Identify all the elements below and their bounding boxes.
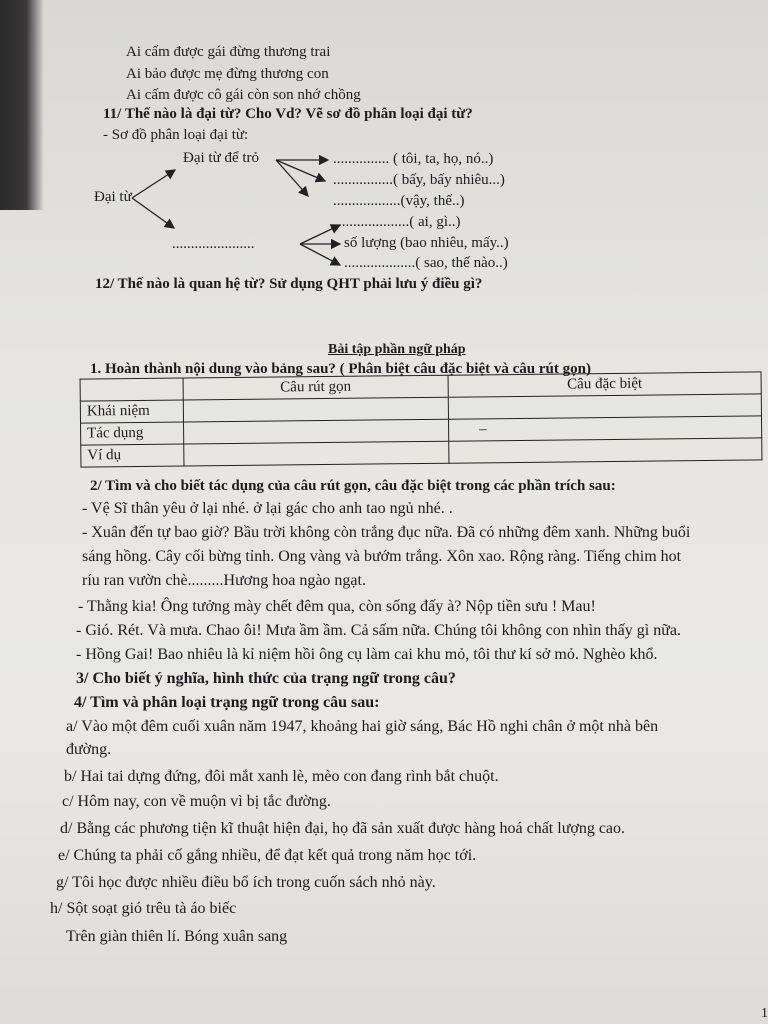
diagram-branch-2-blank: ......................	[172, 236, 255, 252]
table-cell	[183, 397, 448, 422]
diagram-b2-item1: ...................( ai, gì..)	[338, 214, 461, 230]
exercise-task-2: 2/ Tìm và cho biết tác dụng của câu rút gọn, câu đặc biệt trong các phần trích sau:	[90, 478, 616, 494]
exercise-title: Bài tập phần ngữ pháp	[328, 342, 466, 357]
task-4-item: a/ Vào một đêm cuối xuân năm 1947, khoảng hai giờ sáng, Bác Hồ nghi chân ở một nhà bên	[66, 718, 659, 735]
table-header-col1: Câu rút gọn	[183, 375, 448, 400]
comparison-table	[80, 371, 763, 467]
poem-line-1: Ai cấm được gái đừng thương trai	[126, 44, 331, 60]
exercise-task-1: 1. Hoàn thành nội dung vào bảng sau? ( Phân biệt câu đặc biệt và câu rút gọn)	[90, 361, 591, 377]
task-2-item: - Gió. Rét. Và mưa. Chao ôi! Mưa ầm ầm. Cả sấm nữa. Chúng tôi không con nhìn thấy gì nữa.	[76, 622, 681, 639]
question-11-subheading: - Sơ đồ phân loại đại từ:	[103, 127, 249, 143]
task-2-item: - Xuân đến tự bao giờ? Bầu trời không còn trắng đục nữa. Đã có những đêm xanh. Những buổi	[82, 524, 691, 541]
question-12-heading: 12/ Thế nào là quan hệ từ? Sử dụng QHT phải lưu ý điều gì?	[95, 276, 483, 292]
diagram-arrow-b2-item1	[300, 225, 340, 244]
task-4-item: b/ Hai tai dựng đứng, đôi mắt xanh lè, mèo con đang rình bắt chuột.	[64, 768, 499, 785]
task-4-item: c/ Hôm nay, con về muộn vì bị tắc đường.	[62, 793, 331, 810]
task-2-item: - Thằng kia! Ông tưởng mày chết đêm qua, còn sống đấy à? Nộp tiền sưu ! Mau!	[78, 598, 596, 615]
task-2-item: sáng hồng. Cây cối bừng tỉnh. Ong vàng và bướm trắng. Xôn xao. Rộng ràng. Tiếng chim hot	[82, 548, 682, 565]
diagram-b1-item2: ................( bấy, bấy nhiêu...)	[333, 172, 505, 188]
task-4-item: h/ Sột soạt gió trêu tà áo biếc	[50, 900, 237, 917]
task-2-item: - Vệ Sĩ thân yêu ở lại nhé. ở lại gác cho anh tao ngủ nhé. .	[82, 500, 453, 517]
table-cell-mark: –	[448, 416, 761, 441]
task-4-item: đường.	[66, 741, 112, 758]
table-row-label: Tác dụng	[81, 422, 184, 445]
diagram-b2-item2: số lượng (bao nhiêu, mấy..)	[344, 235, 509, 251]
task-2-item: ríu ran vườn chè.........Hương hoa ngào ngạt.	[82, 572, 366, 589]
page-number: 1	[761, 1006, 768, 1021]
exercise-task-3: 3/ Cho biết ý nghĩa, hình thức của trạng ngữ trong câu?	[76, 670, 456, 687]
diagram-arrow-b1-item2	[276, 160, 325, 181]
diagram-branch-1: Đại từ để trỏ	[183, 150, 260, 166]
diagram-b1-item3: ..................(vậy, thế..)	[333, 193, 465, 209]
diagram-arrow-b1-item3	[276, 160, 308, 196]
exercise-task-4: 4/ Tìm và phân loại trạng ngữ trong câu sau:	[74, 694, 380, 711]
diagram-b2-item3: ...................( sao, thế nào..)	[344, 255, 508, 271]
task-4-item: d/ Bằng các phương tiện kĩ thuật hiện đại, họ đã sản xuất được hàng hoá chất lượng cao.	[60, 820, 626, 837]
table-cell	[184, 419, 449, 444]
table-cell	[448, 394, 761, 419]
table-row-label: Khái niệm	[80, 400, 183, 423]
poem-line-2: Ai bảo được mẹ đừng thương con	[126, 66, 329, 82]
table-row-label: Ví dụ	[81, 444, 184, 467]
question-11-heading: 11/ Thế nào là đại từ? Cho Vd? Vẽ sơ đồ phân loại đại từ?	[103, 106, 473, 122]
table-cell	[449, 438, 762, 463]
poem-line-3: Ai cấm được cô gái còn son nhớ chồng	[126, 87, 361, 103]
diagram-arrow-root-to-branch2	[132, 198, 174, 228]
table-cell	[184, 441, 449, 466]
table-header-col2: Câu đặc biệt	[448, 372, 761, 397]
table-header-empty	[80, 378, 183, 401]
diagram-arrow-b2-item3	[300, 244, 340, 265]
diagram-root: Đại từ	[94, 189, 132, 205]
task-4-item: e/ Chúng ta phải cố gắng nhiều, để đạt kết quả trong năm học tới.	[58, 847, 477, 864]
task-2-item: - Hồng Gai! Bao nhiêu là kỉ niệm hồi ông cụ làm cai khu mỏ, tôi thư kí sở mỏ. Nghèo khổ.	[76, 646, 658, 663]
task-4-item: g/ Tôi học được nhiều điều bổ ích trong cuốn sách nhỏ này.	[56, 874, 436, 891]
diagram-arrow-root-to-branch1	[132, 170, 175, 198]
task-4-item: Trên giàn thiên lí. Bóng xuân sang	[66, 928, 288, 945]
diagram-b1-item1: ............... ( tôi, ta, họ, nó..)	[333, 151, 494, 167]
